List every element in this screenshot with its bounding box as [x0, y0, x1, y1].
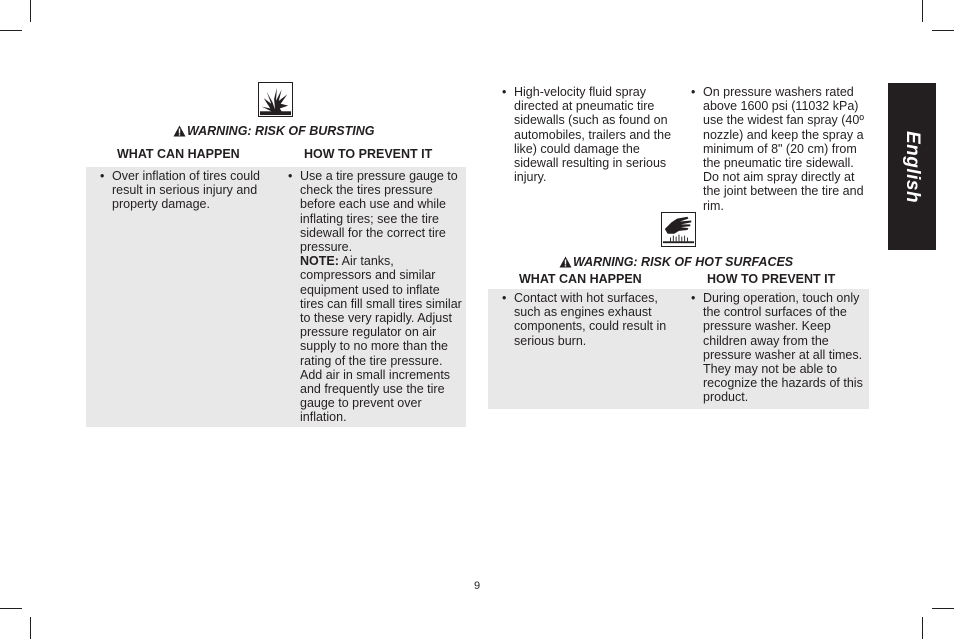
crop-mark: [932, 30, 954, 31]
hot-col-how: HOW TO PREVENT IT: [707, 272, 836, 286]
bursting-note: [300, 254, 462, 424]
hot-how-item: • During operation, touch only the control surfaces of the pressure washer. Keep children away from the pressure washer at all times. They may not be able to recognize the hazards of this product.: [703, 291, 867, 405]
crop-mark: [30, 0, 31, 22]
hot-surface-hand-icon: [661, 212, 696, 247]
warning-triangle-icon: [173, 125, 186, 137]
note-label: NOTE:: [300, 254, 339, 269]
explosion-icon: [258, 82, 293, 117]
crop-mark: [0, 30, 22, 31]
warning-triangle-icon: [559, 256, 572, 268]
hot-what-text: Contact with hot surfaces, such as engines exhaust components, could result in serious burn.: [514, 291, 667, 348]
crop-mark: [0, 608, 22, 609]
bursting-warning-title: [173, 124, 375, 138]
spray-how-text: On pressure washers rated above 1600 psi (11032 kPa) use the widest fan spray (40º nozzle) and keep the spray a minimum of 8" (20 cm) from the pneumatic tire sidewall. Do not aim spray directly at the joint between the tire and rim.: [703, 85, 864, 213]
spray-what-text: High-velocity fluid spray directed at pneumatic tire sidewalls (such as found on automobiles, trailers and the like) could damage the sidewall resulting in serious injury.: [514, 85, 672, 185]
bursting-col-what: WHAT CAN HAPPEN: [117, 147, 240, 161]
hot-warning-text: WARNING: RISK OF HOT SURFACES: [573, 255, 794, 269]
bursting-what-item: • Over inflation of tires could result in serious injury and property damage.: [112, 169, 272, 212]
bursting-col-how: HOW TO PREVENT IT: [304, 147, 433, 161]
crop-mark: [30, 617, 31, 639]
bursting-how-item: • Use a tire pressure gauge to check the tires pressure before each use and while inflating tires; see the tire sidewall for the correct tire pressure. NOTE: Air tanks, compressors and similar equipment used to inflate tires can fill small tires similar to these very rapidly. Adjust pressure regulator on air supply to no more than the rating of the tire pressure. Add air in small increments and frequently use the tire gauge to prevent over inflation.: [288, 169, 462, 425]
crop-mark: [922, 617, 923, 639]
spray-how-item: • On pressure washers rated above 1600 psi (11032 kPa) use the widest fan spray (40º nozzle) and keep the spray a minimum of 8" (20 cm) from the pneumatic tire sidewall. Do not aim spray directly at the joint between the tire and rim.: [703, 85, 868, 213]
language-tab: [888, 83, 936, 250]
crop-mark: [922, 0, 923, 22]
note-text: Air tanks, compressors and similar equipment used to inflate tires can fill small tires similar to these very rapidly. Adjust pressure regulator on air supply to no more than the rating of the tire pressure. Add air in small increments and frequently use the tire gauge to prevent over inflation.: [300, 254, 462, 425]
crop-mark: [932, 608, 954, 609]
hot-how-text: During operation, touch only the control surfaces of the pressure washer. Keep children away from the pressure washer at all times. They may not be able to recognize the hazards of this product.: [703, 291, 863, 405]
language-tab-label: English: [902, 130, 923, 203]
page-number: 9: [473, 580, 481, 592]
bursting-warning-text: WARNING: RISK OF BURSTING: [187, 124, 375, 138]
bursting-how-text: Use a tire pressure gauge to check the tires pressure before each use and while inflating tires; see the tire sidewall for the correct tire pressure.: [300, 169, 458, 255]
hot-warning-title: [559, 255, 793, 269]
bursting-what-text: Over inflation of tires could result in serious injury and property damage.: [112, 169, 260, 212]
hot-col-what: WHAT CAN HAPPEN: [519, 272, 642, 286]
spray-what-item: • High-velocity fluid spray directed at pneumatic tire sidewalls (such as found on automobiles, trailers and the like) could damage the sidewall resulting in serious injury.: [514, 85, 676, 184]
hot-what-item: • Contact with hot surfaces, such as engines exhaust components, could result in serious burn.: [514, 291, 679, 348]
